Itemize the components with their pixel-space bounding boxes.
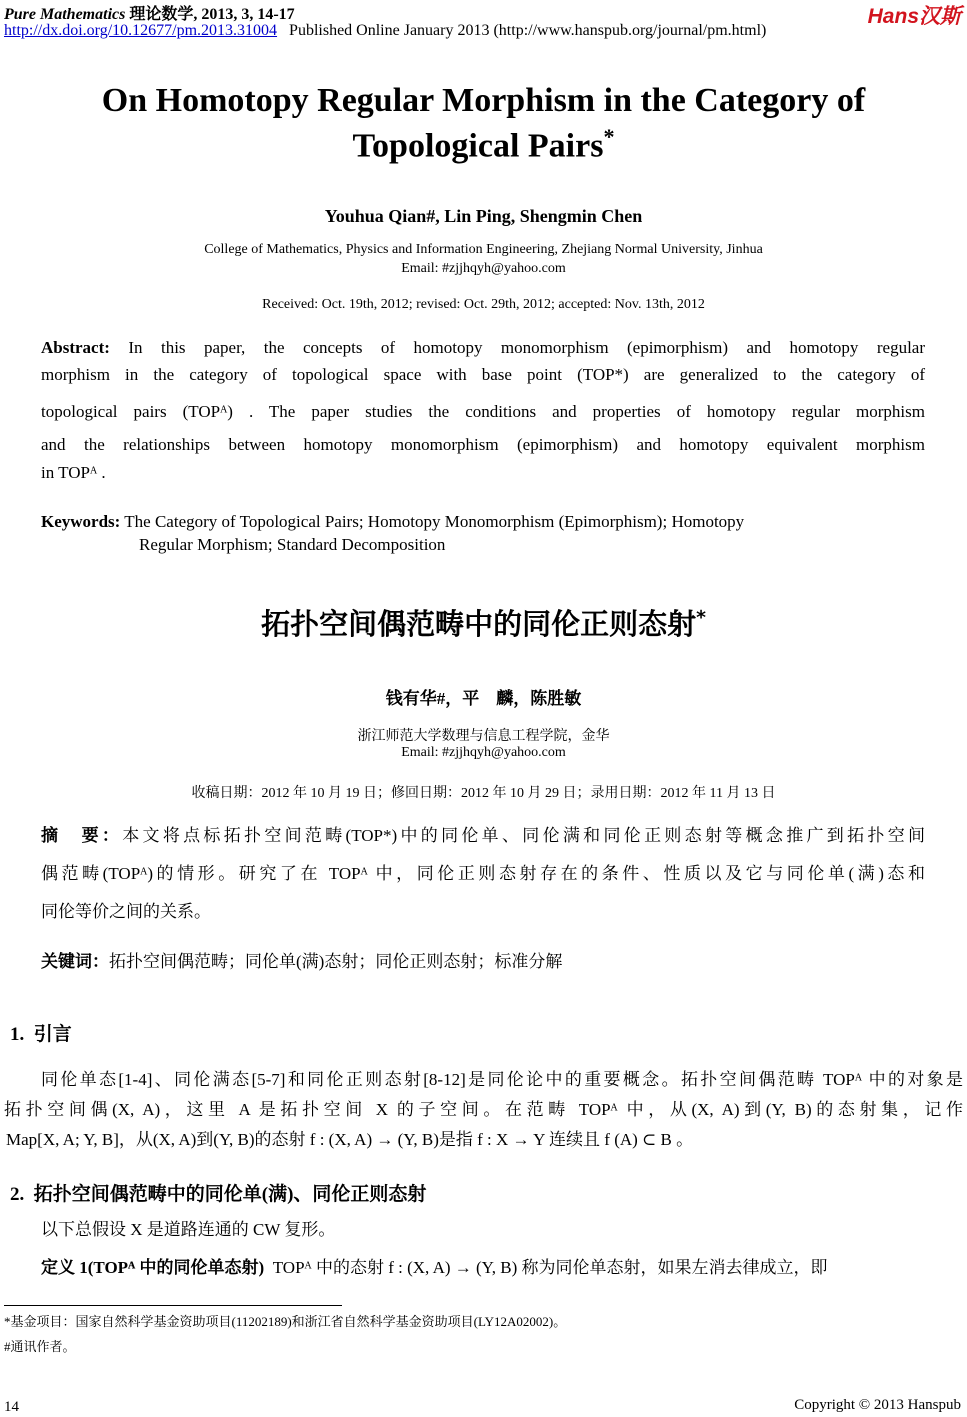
- chinese-received: 收稿日期：2012 年 10 月 19 日；修回日期：2012 年 10 月 29 日；录用日期：2012 年 11 月 13 日: [191, 786, 776, 801]
- chinese-affiliation: 浙江师范大学数理与信息工程学院，金华: [357, 729, 610, 744]
- chinese-keywords-label: 关键词：: [41, 952, 109, 971]
- chinese-abstract-line: 偶范畴(TOPᴬ)的情形。研究了在 TOPᴬ 中，同伦正则态射存在的条件、性质以及它与同伦单(满)态和: [41, 864, 925, 883]
- chinese-abstract-label: 摘 要：: [41, 826, 123, 845]
- abstract-text: In this paper, the concepts of homotopy monomorphism (epimorphism) and homotopy regular: [128, 338, 926, 357]
- keywords-line: Regular Morphism; Standard Decomposition: [139, 535, 446, 554]
- chinese-keywords-text: 拓扑空间偶范畴；同伦单(满)态射；同伦正则态射；标准分解: [109, 952, 563, 971]
- keywords-label: Keywords:: [41, 512, 121, 531]
- title-text: Topological Pairs: [352, 127, 604, 165]
- hans-logo: Hans汉斯: [867, 5, 961, 28]
- abstract-line: and the relationships between homotopy monomorphism (epimorphism) and homotopy equivalent morphism: [41, 435, 925, 454]
- abstract-line: morphism in the category of topological space with base point (TOP*) are generalized to the category of: [41, 365, 925, 384]
- abstract-line: in TOPᴬ .: [41, 463, 106, 482]
- journal-volume: 理论数学, 2013, 3, 14-17: [125, 6, 295, 23]
- chinese-title-text: 拓扑空间偶范畴中的同伦正则态射: [261, 607, 697, 641]
- paragraph-line: 同伦单态[1-4]、同伦满态[5-7]和同伦正则态射[8-12]是同伦论中的重要概念。拓扑空间偶范畴 TOPᴬ 中的对象是: [41, 1070, 963, 1089]
- abstract-label: Abstract:: [41, 338, 110, 357]
- section-title: 拓扑空间偶范畴中的同伦单(满)、同伦正则态射: [33, 1184, 427, 1205]
- title-footnote-mark: *: [603, 124, 615, 149]
- chinese-authors: 钱有华#，平 麟，陈胜敏: [385, 689, 582, 708]
- english-authors: Youhua Qian#, Lin Ping, Shengmin Chen: [324, 206, 643, 226]
- english-title-line2: [0, 124, 967, 165]
- english-received: Received: Oct. 19th, 2012; revised: Oct. 29th, 2012; accepted: Nov. 13th, 2012: [262, 297, 705, 312]
- definition-label: 定义 1(TOPᴬ 中的同伦单态射): [41, 1258, 265, 1277]
- english-email: Email: #zjjhqyh@yahoo.com: [401, 261, 566, 276]
- footnote-funding: *基金项目：国家自然科学基金资助项目(11202189)和浙江省自然科学基金资助项目(LY12A02002)。: [4, 1314, 567, 1329]
- abstract-line: [41, 337, 925, 359]
- definition-text: TOPᴬ 中的态射 f : (X, A) → (Y, B) 称为同伦单态射，如果左消去律成立，即: [272, 1258, 828, 1277]
- paragraph-line: Map[X, A; Y, B]，从(X, A)到(Y, B)的态射 f : (X, A) → (Y, B)是指 f : X → Y 连续且 f (A) ⊂ B 。: [6, 1130, 694, 1149]
- chinese-email: Email: #zjjhqyh@yahoo.com: [401, 745, 566, 760]
- paragraph-line: 拓扑空间偶(X, A)，这里 A 是拓扑空间 X 的子空间。在范畴 TOPᴬ 中，从(X, A)到(Y, B)的态射集，记作: [4, 1100, 963, 1119]
- chinese-keywords: [41, 951, 562, 973]
- paragraph-line: 以下总假设 X 是道路连通的 CW 复形。: [41, 1220, 336, 1239]
- journal-name: Pure Mathematics: [4, 6, 126, 23]
- section-number: 1.: [10, 1024, 25, 1045]
- page-number: 14: [4, 1399, 19, 1415]
- doi-line: [4, 22, 766, 40]
- english-affiliation: College of Mathematics, Physics and Information Engineering, Zhejiang Normal University, Jinhua: [204, 242, 763, 257]
- chinese-title: [0, 602, 967, 643]
- published-info: Published Online January 2013 (http://www.hanspub.org/journal/pm.html): [289, 22, 767, 39]
- section-heading-1: [10, 1019, 72, 1046]
- journal-citation: [4, 1, 295, 24]
- section-title: 引言: [33, 1024, 72, 1045]
- abstract-line: topological pairs (TOPᴬ) . The paper studies the conditions and properties of homotopy regular morphism: [41, 402, 925, 421]
- doi-link[interactable]: http://dx.doi.org/10.12677/pm.2013.31004: [4, 22, 278, 39]
- chinese-abstract-text: 本文将点标拓扑空间范畴(TOP*)中的同伦单、同伦满和同伦正则态射等概念推广到拓扑空间: [122, 826, 926, 845]
- english-title-line1: On Homotopy Regular Morphism in the Category of: [101, 82, 866, 119]
- keywords-text: The Category of Topological Pairs; Homotopy Monomorphism (Epimorphism); Homotopy: [124, 512, 745, 531]
- section-number: 2.: [10, 1184, 25, 1205]
- keywords-line: [41, 511, 744, 533]
- copyright: Copyright © 2013 Hanspub: [794, 1397, 961, 1413]
- chinese-abstract-line: 同伦等价之间的关系。: [41, 902, 211, 921]
- title-footnote-mark: *: [696, 607, 706, 629]
- chinese-abstract-line: [41, 825, 925, 847]
- definition-line: [41, 1257, 963, 1279]
- footnote-corresponding: #通讯作者。: [4, 1339, 76, 1354]
- footnote-divider: [4, 1305, 342, 1306]
- section-heading-2: [10, 1179, 426, 1206]
